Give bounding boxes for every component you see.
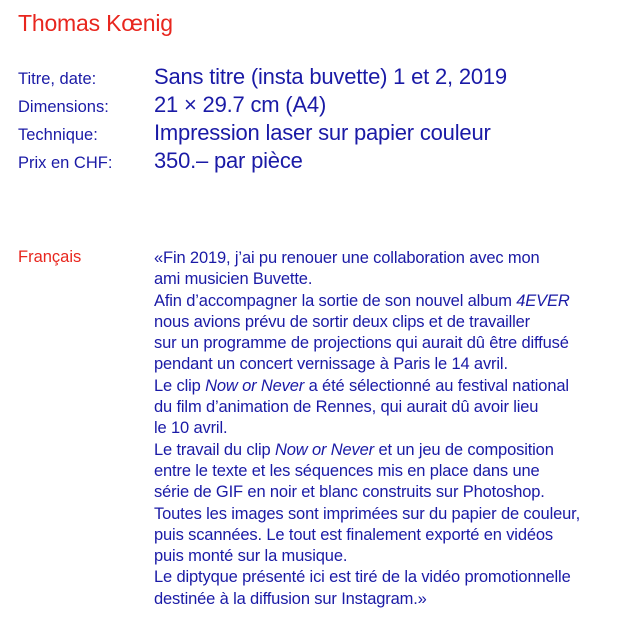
- detail-value: 21 × 29.7 cm (A4): [154, 92, 327, 117]
- detail-value: Sans titre (insta buvette) 1 et 2, 2019: [154, 64, 507, 89]
- text-line: destinée à la diffusion sur Instagram.»: [154, 589, 427, 608]
- detail-value: 350.– par pièce: [154, 148, 303, 173]
- detail-row-price: [18, 148, 507, 176]
- text-line: le 10 avril.: [154, 419, 228, 438]
- text-line: du film d’animation de Rennes, qui aurait dû avoir lieu: [154, 398, 539, 417]
- detail-label: Titre, date:: [18, 70, 97, 88]
- text-line: «Fin 2019, j’ai pu renouer une collaboration avec mon: [154, 249, 540, 267]
- text-line: ami musicien Buvette.: [154, 270, 313, 289]
- text-line: entre le texte et les séquences mis en place dans une: [154, 461, 540, 480]
- text-segment: Afin d’accompagner la sortie de son nouvel album: [154, 291, 517, 310]
- detail-label: Technique:: [18, 126, 98, 144]
- description-text: [154, 248, 640, 610]
- text-line: puis monté sur la musique.: [154, 547, 348, 566]
- detail-value: Impression laser sur papier couleur: [154, 120, 491, 145]
- album-title: 4EVER: [516, 291, 570, 310]
- text-line: Le diptyque présenté ici est tiré de la vidéo promotionnelle: [154, 568, 571, 587]
- text-segment: a été sélectionné au festival national: [304, 376, 569, 395]
- text-line: nous avions prévu de sortir deux clips et de travailler: [154, 312, 531, 331]
- text-line: puis scannées. Le tout est finalement exporté en vidéos: [154, 525, 554, 544]
- text-line: [154, 440, 640, 461]
- text-line: Toutes les images sont imprimées sur du papier de couleur,: [154, 504, 581, 523]
- text-segment: Le travail du clip: [154, 440, 275, 459]
- clip-title: Now or Never: [205, 376, 305, 395]
- detail-row-technique: [18, 120, 507, 148]
- text-line: sur un programme de projections qui aurait dû être diffusé: [154, 334, 569, 353]
- text-segment: et un jeu de composition: [374, 440, 554, 459]
- artist-name: Thomas Kœnig: [18, 10, 173, 36]
- text-segment: Le clip: [154, 376, 206, 395]
- artwork-details: [18, 64, 507, 176]
- text-line: pendant un concert vernissage à Paris le 14 avril.: [154, 355, 508, 374]
- detail-label: Dimensions:: [18, 98, 109, 116]
- detail-row-title: [18, 64, 507, 92]
- clip-title: Now or Never: [274, 440, 375, 459]
- detail-label: Prix en CHF:: [18, 154, 113, 172]
- detail-row-dimensions: [18, 92, 507, 120]
- text-line: [154, 376, 640, 397]
- text-line: [154, 291, 640, 312]
- text-line: série de GIF en noir et blanc construits sur Photoshop.: [154, 483, 545, 502]
- language-label: Français: [18, 248, 82, 266]
